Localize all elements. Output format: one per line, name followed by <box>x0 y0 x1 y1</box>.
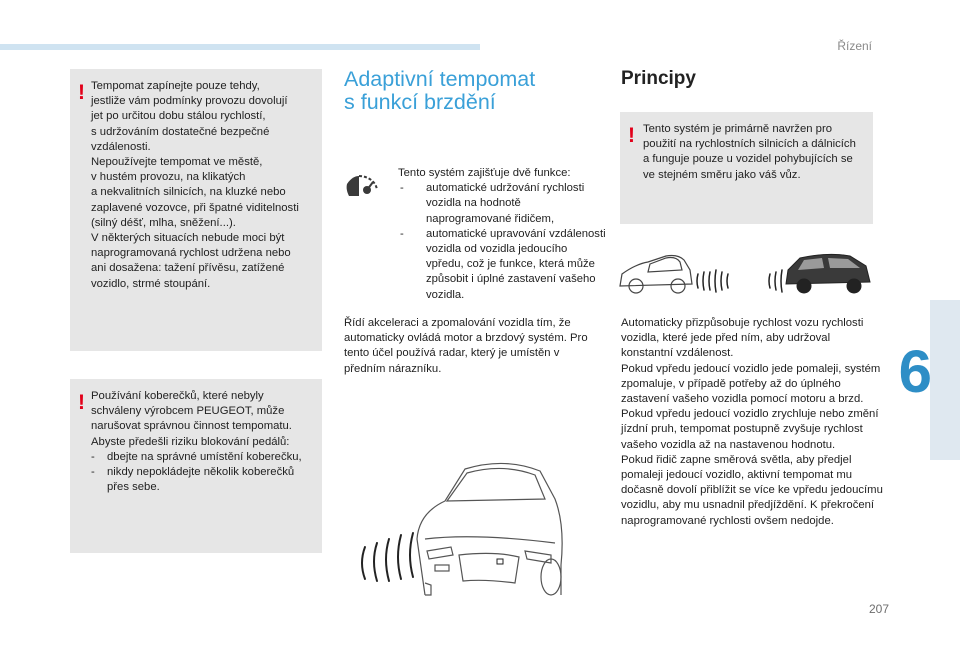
warning-note-city <box>70 69 322 351</box>
note-line: a nekvalitních silnicích, na kluzké nebo <box>91 186 286 199</box>
section-title <box>344 68 604 114</box>
warning-note-usage <box>620 112 873 224</box>
note-line: a funguje pouze u vozidel pohybujících se <box>643 153 853 166</box>
title-line: Adaptivní tempomat <box>344 67 536 91</box>
note-line: naprogramovaná rychlost udržena nebo <box>91 247 291 260</box>
note-line: jet po určitou dobu stálou rychlostí, <box>91 110 266 123</box>
principles-description <box>621 316 883 529</box>
note-line: Používání koberečků, které nebyly <box>91 390 264 402</box>
note-line: ani dosažena: tažení přívěsu, zatížené <box>91 262 285 275</box>
exclamation-mark-icon: ! <box>628 124 635 147</box>
note-line: narušovat správnou činnost tempomatu. <box>91 420 292 433</box>
warning-note-floor-mats <box>70 379 322 553</box>
car-front-radar-icon <box>355 455 567 603</box>
note-line: V některých situacích nebude moci být <box>91 232 285 245</box>
note-line: Tempomat zapínejte pouze tehdy, <box>91 80 260 92</box>
intro-bullet: - automatické udržování rychlosti vozidla na hodnotě naprogramované řidičem, <box>398 181 608 227</box>
intro-bullet: - automatické upravování vzdálenosti vozidla od vozidla jedoucího vpředu, což je funkce, která může způsobit i úplné zastavení vašeho vozidla. <box>398 227 608 303</box>
principles-line: Pokud řidič zapne směrová světla, aby předjel pomaleji jedoucí vozidlo, aktivní tempomat mu dočasně dovolí přiblížit se více ke vpředu jedoucímu vozidlu, aby mu usnadnil předjíždění. K překročení naprogramované rychlosti ovšem nedojde. <box>621 453 883 527</box>
chapter-number: 6 <box>898 338 932 405</box>
note-line: Abyste předešli riziku blokování pedálů: <box>91 435 290 448</box>
note-line: Nepoužívejte tempomat ve městě, <box>91 156 263 169</box>
intro-lead: Tento systém zajišťuje dvě funkce: <box>398 167 571 179</box>
chapter-tab <box>930 300 960 460</box>
note-line: (silný déšť, mlha, sněžení...). <box>91 216 236 229</box>
note-bullet: - dbejte na správné umístění koberečku, <box>91 450 314 465</box>
section-name: Řízení <box>837 39 872 53</box>
principles-line: Pokud vpředu jedoucí vozidlo jede pomaleji, systém zpomaluje, v případě potřeby až do úplného zastavení vašeho vozidla pomocí motoru a brzd. <box>621 362 881 406</box>
note-line: vozidlo, strmé stoupání. <box>91 277 211 290</box>
note-bullet: - nikdy nepokládejte několik koberečků přes sebe. <box>91 465 314 495</box>
title-line: s funkcí brzdění <box>344 90 496 114</box>
note-line: jestliže vám podmínky provozu dovolují <box>91 95 288 108</box>
page-number: 207 <box>868 602 889 616</box>
principles-line: Pokud vpředu jedoucí vozidlo zrychluje nebo změní jízdní pruh, tempomat postupně zvyšuje rychlost vašeho vozidla až na nastavenou hodnotu. <box>621 408 879 451</box>
speedometer-gauge-icon <box>345 170 379 198</box>
note-line: Tento systém je primárně navržen pro <box>643 123 832 135</box>
note-line: použití na rychlostních silnicích a dálnicích <box>643 138 856 151</box>
note-line: s udržováním dostatečné bezpečné <box>91 125 270 138</box>
principles-heading: Principy <box>621 68 696 89</box>
exclamation-mark-icon: ! <box>78 391 85 414</box>
header-accent-bar <box>0 44 480 50</box>
intro-functions <box>398 166 608 303</box>
note-line: ve stejném směru jako váš vůz. <box>643 168 801 181</box>
note-line: v hustém provozu, na klikatých <box>91 171 246 184</box>
exclamation-mark-icon: ! <box>78 81 85 104</box>
note-line: schváleny výrobcem PEUGEOT, může <box>91 405 285 418</box>
radar-paragraph: Řídí akceleraci a zpomalování vozidla tím, že automaticky ovládá motor a brzdový systém. Pro tento účel používá radar, který je umístěn v předním nárazníku. <box>344 317 588 375</box>
note-line: vzdálenosti. <box>91 140 151 153</box>
car-following-car-radar-icon <box>618 250 874 300</box>
principles-line: Automaticky přizpůsobuje rychlost vozu rychlosti vozidla, které jede před ním, aby udržoval konstantní vzdálenost. <box>621 317 864 360</box>
note-line: zaplavené vozovce, při špatné viditelnosti <box>91 201 299 214</box>
